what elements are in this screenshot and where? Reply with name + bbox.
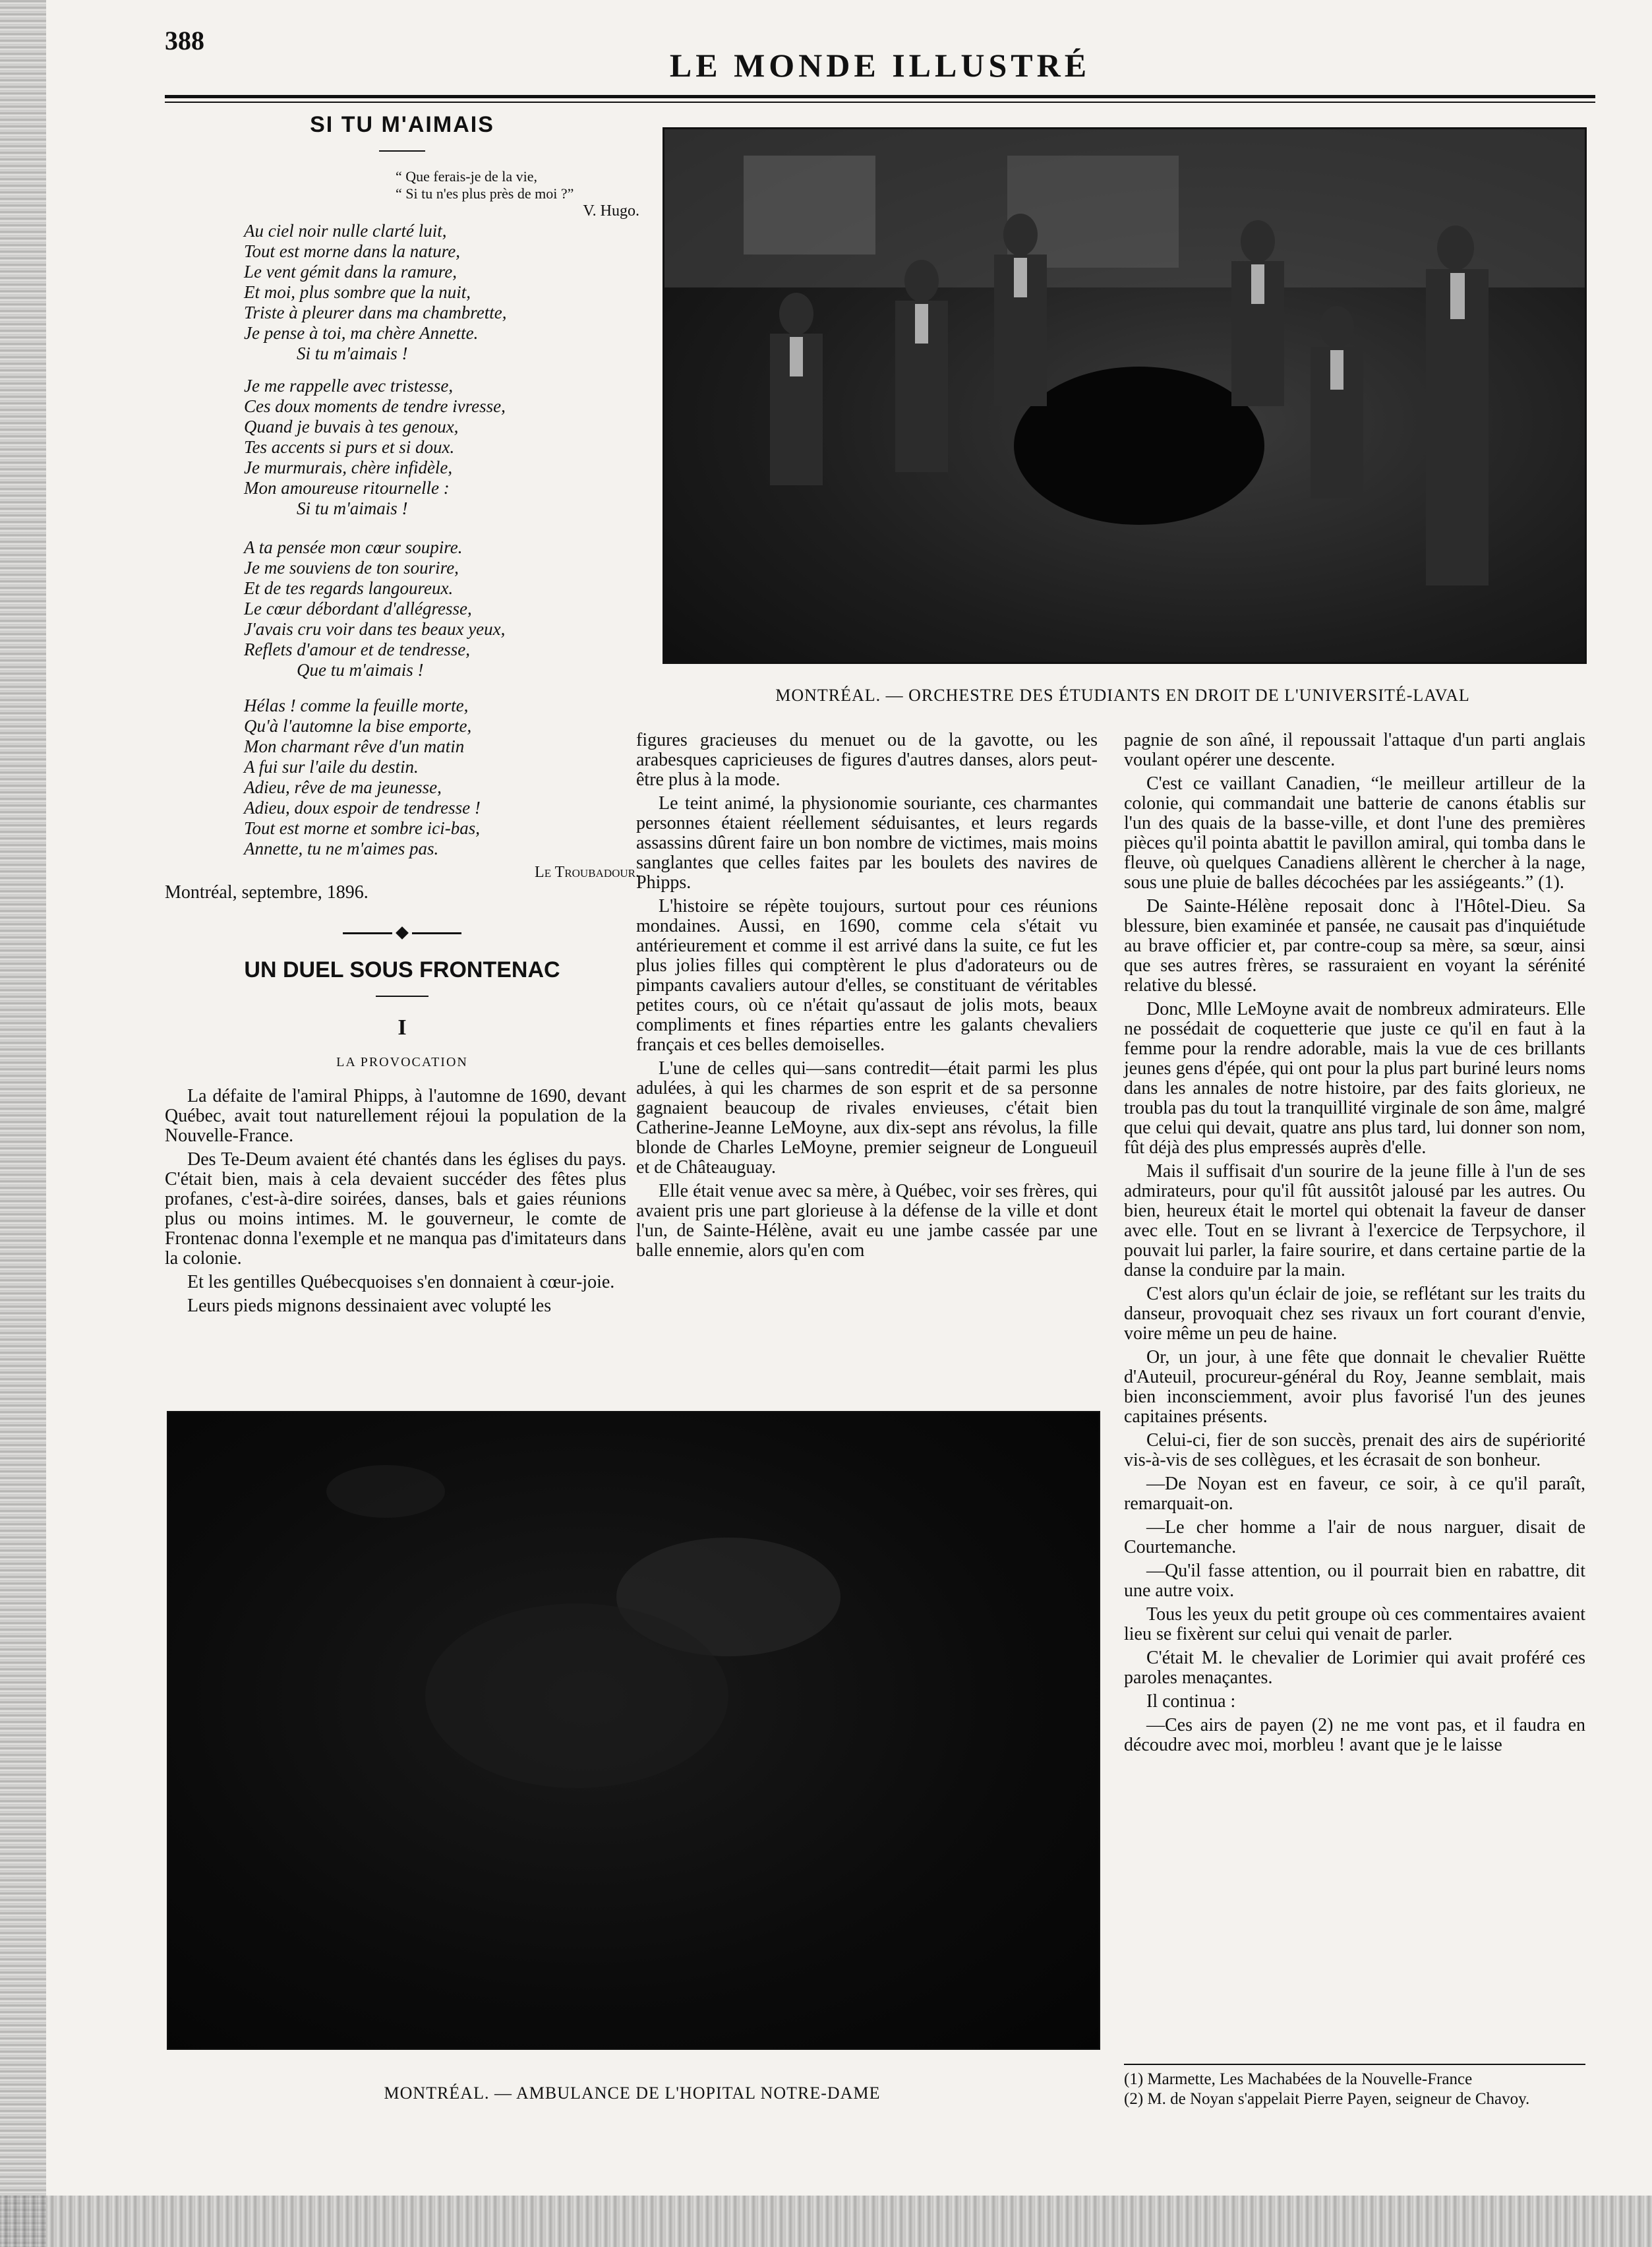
poem-line: Au ciel noir nulle clarté luit,: [244, 221, 447, 241]
poem-stanza: [244, 696, 639, 859]
poem-line: Le cœur débordant d'allégresse,: [244, 599, 472, 618]
ambulance-photo-shapes: [168, 1412, 1099, 2049]
footnote-rule: [1124, 2064, 1585, 2065]
story-paragraph: L'une de celles qui—sans contredit—était parmi les plus adulées, à qui les charmes de son esprit et de sa personne gagnaient beaucoup de rivales envieuses, c'était bien Catherine-Jeanne LeMoyne, aux dix-sept ans révolus, la fille blonde de Charles LeMoyne, premier seigneur de Longueuil et de Châteauguay.: [636, 1058, 1098, 1178]
header-rule-thin: [165, 102, 1595, 103]
poem-line: Qu'à l'automne la bise emporte,: [244, 716, 472, 736]
poem-refrain: Que tu m'aimais !: [297, 660, 424, 680]
poem-line: Le vent gémit dans la ramure,: [244, 262, 457, 282]
poem-line: Ces doux moments de tendre ivresse,: [244, 396, 506, 416]
ambulance-photo: [167, 1411, 1100, 2050]
epigraph-line: “ Que ferais-je de la vie,: [396, 168, 537, 185]
poem-line: Quand je buvais à tes genoux,: [244, 417, 459, 436]
poem-line: Reflets d'amour et de tendresse,: [244, 640, 470, 659]
story-paragraph: C'est alors qu'un éclair de joie, se reflétant sur les traits du danseur, provoquait chez ses rivaux un fort courant d'envie, voire même un peu de haine.: [1124, 1284, 1585, 1344]
footnote: (2) M. de Noyan s'appelait Pierre Payen, seigneur de Chavoy.: [1124, 2090, 1530, 2108]
poem-line: Et de tes regards langoureux.: [244, 578, 454, 598]
story-paragraph: Leurs pieds mignons dessinaient avec volupté les: [187, 1296, 552, 1316]
epigraph-line: “ Si tu n'es plus près de moi ?”: [396, 185, 574, 202]
footnote: (1) Marmette, Les Machabées de la Nouvelle-France: [1124, 2070, 1473, 2088]
poem-line: Je pense à toi, ma chère Annette.: [244, 323, 479, 343]
story-paragraph: —Qu'il fasse attention, ou il pourrait bien en rabattre, dit une autre voix.: [1124, 1561, 1585, 1601]
ambulance-caption: MONTRÉAL. — AMBULANCE DE L'HOPITAL NOTRE-DAME: [384, 2083, 881, 2103]
poem-line: Annette, tu ne m'aimes pas.: [244, 839, 439, 858]
poem-line: J'avais cru voir dans tes beaux yeux,: [244, 619, 506, 639]
story-paragraph: —De Noyan est en faveur, ce soir, à ce qu'il paraît, remarquait-on.: [1124, 1474, 1585, 1514]
poem-line: Je murmurais, chère infidèle,: [244, 458, 453, 477]
story-paragraph: De Sainte-Hélène reposait donc à l'Hôtel-Dieu. Sa blessure, bien examinée et pansée, ne causait pas d'inquiétude au brave officier et, par contre-coup sa mère, sa sœur, ainsi que ses autres frères, se rassuraient en voyant la sérénité relative du blessé.: [1124, 896, 1585, 996]
poem-signature: Le Troubadour.: [535, 864, 639, 881]
story-paragraph: La défaite de l'amiral Phipps, à l'automne de 1690, devant Québec, avait tout naturellement réjoui la population de la Nouvelle-France.: [165, 1086, 626, 1146]
section-ornament: [343, 926, 461, 940]
story-paragraph: Il continua :: [1146, 1691, 1236, 1712]
poem-title: SI TU M'AIMAIS: [310, 112, 494, 137]
story-paragraph: figures gracieuses du menuet ou de la gavotte, ou les arabesques capricieuses de figures d'autres danses, alors peut-être plus à la mode.: [636, 730, 1098, 790]
story-paragraph: Des Te-Deum avaient été chantés dans les églises du pays. C'était bien, mais à cela devaient succéder des fêtes plus profanes, c'est-à-dire soirées, danses, bals et gaies réunions plus ou moins intimes. M. le gouverneur, le comte de Frontenac donna l'exemple et ne manqua pas d'imitateurs dans la colonie.: [165, 1149, 626, 1269]
poem-line: Hélas ! comme la feuille morte,: [244, 696, 469, 715]
header-rule: [165, 95, 1595, 98]
poem-line: Tout est morne dans la nature,: [244, 241, 461, 261]
poem-line: Mon amoureuse ritournelle :: [244, 478, 450, 498]
story-paragraph: Celui-ci, fier de son succès, prenait des airs de supériorité vis-à-vis de ses collègues, et les écrasait de son bonheur.: [1124, 1430, 1585, 1470]
story-paragraph: Tous les yeux du petit groupe où ces commentaires avaient lieu se fixèrent sur celui qui venait de parler.: [1124, 1604, 1585, 1644]
orchestra-photo: [663, 127, 1587, 664]
story-column-2: [636, 731, 1098, 1265]
story-paragraph: —Ces airs de payen (2) ne me vont pas, et il faudra en découdre avec moi, morbleu ! avant que je le laisse: [1124, 1715, 1585, 1755]
story-title-rule: [376, 996, 428, 997]
story-paragraph: Elle était venue avec sa mère, à Québec, voir ses frères, qui avaient pris une part glorieuse à la défense de la ville et dont l'un, de Sainte-Hélène, avait eu une jambe cassée par une balle ennemie, alors qu'en com: [636, 1181, 1098, 1261]
orchestra-photo-figures: [664, 129, 1585, 662]
story-paragraph: pagnie de son aîné, il repoussait l'attaque d'un parti anglais voulant opérer une descente.: [1124, 730, 1585, 770]
epigraph-author: V. Hugo.: [583, 202, 639, 220]
poem-line: Et moi, plus sombre que la nuit,: [244, 282, 471, 302]
poem-refrain: Si tu m'aimais !: [297, 498, 408, 518]
chapter-number: I: [398, 1015, 407, 1040]
poem-line: Tes accents si purs et si doux.: [244, 437, 455, 457]
poem-dateline: Montréal, septembre, 1896.: [165, 882, 369, 903]
scan-edge-left: [0, 0, 46, 2247]
story-paragraph: C'était M. le chevalier de Lorimier qui avait proféré ces paroles menaçantes.: [1124, 1648, 1585, 1688]
poem-line: Tout est morne et sombre ici-bas,: [244, 818, 480, 838]
poem-refrain: Si tu m'aimais !: [297, 344, 408, 363]
chapter-title: LA PROVOCATION: [336, 1055, 468, 1069]
poem-stanza: [244, 537, 639, 680]
story-title: UN DUEL SOUS FRONTENAC: [244, 957, 560, 982]
poem-stanza: [244, 221, 639, 364]
orchestra-caption: MONTRÉAL. — ORCHESTRE DES ÉTUDIANTS EN DROIT DE L'UNIVERSITÉ-LAVAL: [775, 686, 1470, 705]
story-paragraph: Et les gentilles Québecquoises s'en donnaient à cœur-joie.: [187, 1272, 615, 1292]
story-paragraph: Le teint animé, la physionomie souriante, ces charmantes personnes étaient réellement séduisantes, et leurs regards assassins dûrent faire un bon nombre de victimes, mais moins sanglantes que celles faites par les boulets des navires de Phipps.: [636, 793, 1098, 893]
poem-line: A ta pensée mon cœur soupire.: [244, 537, 463, 557]
story-paragraph: Mais il suffisait d'un sourire de la jeune fille à l'un de ses admirateurs, pour qu'il fût aussitôt jalousé par les autres. Ou bien, heureux était le mortel qui obtenait la faveur de danser avec elle. Tout en se livrant à l'exercice de Terpsychore, il pouvait lui parler, la faire sourire, et dans certaine partie de la danse la conduire par la main.: [1124, 1161, 1585, 1280]
poem-line: Triste à pleurer dans ma chambrette,: [244, 303, 507, 322]
story-paragraph: —Le cher homme a l'air de nous narguer, disait de Courtemanche.: [1124, 1517, 1585, 1557]
footnotes: [1124, 2064, 1585, 2110]
story-column-3: [1124, 731, 1585, 1759]
poem-stanza: [244, 376, 639, 519]
poem-line: Je me souviens de ton sourire,: [244, 558, 459, 578]
poem-line: A fui sur l'aile du destin.: [244, 757, 419, 777]
masthead: LE MONDE ILLUSTRÉ: [669, 47, 1091, 84]
page-number: 388: [165, 26, 204, 55]
story-paragraph: C'est ce vaillant Canadien, “le meilleur artilleur de la colonie, qui commandait une batterie de canons établis sur l'un des quais de la basse-ville, et dont l'une des premières pièces qu'il pointa abattit le pavillon amiral, qui tomba dans le fleuve, où quelques Canadiens allèrent le chercher à la nage, sous une pluie de balles décochées par les assiégeants.” (1).: [1124, 773, 1585, 893]
story-column-1: [165, 1087, 626, 1320]
story-paragraph: L'histoire se répète toujours, surtout pour ces réunions mondaines. Aussi, en 1690, comme cela s'était vu antérieurement et comme il est arrivé dans la suite, ce fut les plus jolies filles qui comptèrent le plus d'adorateurs ou de pimpants cavaliers autour d'elles, se constituant de véritables petites cours, où ce n'était qu'assaut de jolis mots, beaux compliments et fines réparties entre les galants chevaliers français et ces belles demoiselles.: [636, 896, 1098, 1055]
poem-epigraph: [396, 168, 639, 220]
scan-edge-bottom: [0, 2196, 1652, 2247]
story-paragraph: Donc, Mlle LeMoyne avait de nombreux admirateurs. Elle ne possédait de coquetterie que juste ce qu'il en faut à la femme pour la rendre adorable, mais la vue de ces brillants jeunes gens d'épée, qui ont pour la plus part buriné leurs noms dans les annales de notre histoire, par des faits glorieux, ne troubla pas du tout la tranquillité virginale de son âme, malgré que celui qui devait, quatre ans plus tard, lui donner son nom, fût déjà des plus empressés auprès d'elle.: [1124, 999, 1585, 1158]
story-paragraph: Or, un jour, à une fête que donnait le chevalier Ruëtte d'Auteuil, procureur-général du Roy, Jeanne semblait, mais bien inconsciemment, avoir plus favorisé l'un des jeunes capitaines présents.: [1124, 1347, 1585, 1427]
poem-line: Adieu, doux espoir de tendresse !: [244, 798, 481, 818]
poem-title-rule: [379, 150, 425, 152]
poem-line: Adieu, rêve de ma jeunesse,: [244, 777, 442, 797]
poem-line: Je me rappelle avec tristesse,: [244, 376, 454, 396]
poem-line: Mon charmant rêve d'un matin: [244, 736, 465, 756]
